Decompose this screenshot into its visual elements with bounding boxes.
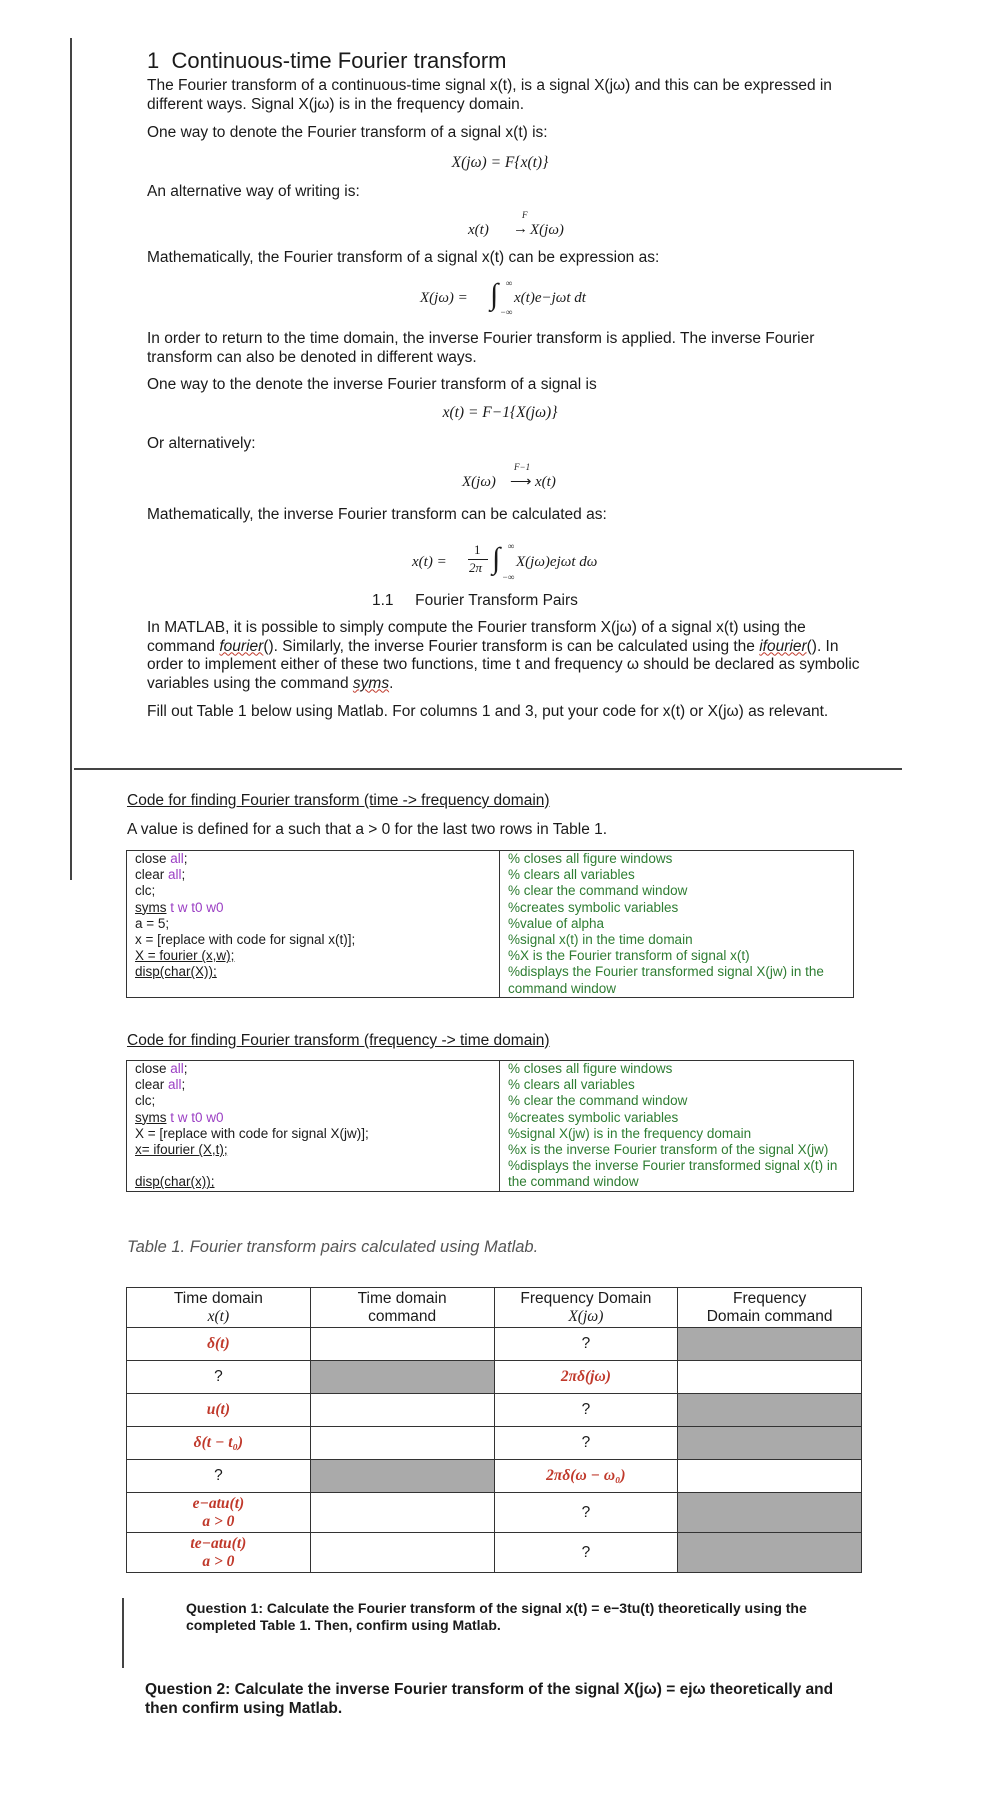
code-text: close [135,851,171,866]
subsection-title: Fourier Transform Pairs [415,592,578,609]
matlab-text-4: . [389,674,394,692]
code-line [135,1126,491,1142]
code1-comment-cell [500,851,854,998]
eq6-left: x(t) = [412,554,447,570]
header-freq-command [678,1288,862,1328]
freq-command-cell [678,1533,862,1573]
freq-signal: 2πδ(jω) [560,1368,611,1385]
table1-row [127,1394,862,1427]
equation-2 [468,210,628,240]
header-time-domain [127,1288,311,1328]
code-comment: % clears all variables [508,1077,635,1093]
header-label: Time domain command [357,1289,447,1325]
eq6-body: X(jω)ejωt dω [516,554,598,570]
header-label: Frequency Domain [520,1289,652,1307]
fourier-command: fourier [219,637,264,655]
code-end: ; [181,1077,186,1093]
section-divider [74,768,902,770]
code-line [135,1174,491,1190]
equation-3 [420,276,640,320]
code-comment: % closes all figure windows [508,851,673,866]
inverse-paragraph: In order to return to the time domain, the inverse Fourier transform is applied. The inverse Fourier transform can also be denoted in different ways. [147,330,815,366]
code-line [135,883,491,899]
freq-signal: ? [581,1503,591,1521]
header-freq-domain [494,1288,678,1328]
freq-command-cell [678,1460,862,1493]
inverse-math-paragraph: Mathematically, the inverse Fourier transform can be calculated as: [147,506,607,523]
code-comment: % clear the command window [508,883,688,899]
eq3-lower: −∞ [500,307,513,317]
freq-signal: ? [581,1434,591,1451]
code-comment: %value of alpha [508,915,605,931]
time-domain-cell [127,1328,311,1361]
code-line [135,1061,491,1077]
code-keyword: all [168,867,182,883]
table1-row [127,1328,862,1361]
matlab-text-2: (). Similarly, the inverse Fourier transform is can be calculated using the [263,637,760,655]
freq-signal: ? [581,1543,591,1561]
freq-domain-cell [494,1361,678,1394]
question-1: Question 1: Calculate the Fourier transform of the signal x(t) = e−3tu(t) theoretically using the completed Table 1. Then, confirm using Matlab. [186,1600,807,1633]
code-text: disp(char(x)); [135,1174,215,1190]
code-line [135,900,491,916]
code-text: syms [135,899,167,915]
section-number: 1 [147,48,160,73]
header-sub: X(jω) [568,1307,604,1325]
table1-row [127,1533,862,1573]
eq5-right: x(t) [535,474,556,490]
or-paragraph: Or alternatively: [147,435,256,452]
time-domain-cell [127,1460,311,1493]
code-line [135,1110,491,1126]
freq-domain-cell [494,1328,678,1361]
code2-title: Code for finding Fourier transform (frequency -> time domain) [127,1032,550,1049]
matlab-text-1: In MATLAB, it is possible to simply compute the Fourier transform X(jω) of a signal x(t) using the command [147,619,806,655]
code-line [135,1142,491,1174]
code1-table [126,850,854,998]
code2-code-cell [127,1061,500,1192]
time-signal: ? [214,1368,223,1385]
freq-domain-cell [494,1427,678,1460]
time-command-cell [310,1427,494,1460]
code-text: x= ifourier (X,t); [135,1142,228,1158]
code-comment: % clears all variables [508,867,635,883]
code-keyword: t w t0 w0 [166,899,224,915]
ifourier-command: ifourier [759,637,807,655]
code-comment: %X is the Fourier transform of signal x(t) [508,948,750,964]
time-domain-cell [127,1427,311,1460]
code-text: x = [replace with code for signal x(t)]; [135,932,356,948]
time-signal: δ(t − t₀) [193,1434,244,1451]
table1-row [127,1361,862,1394]
eq6-denominator: 2π [469,560,483,575]
freq-command-cell [678,1328,862,1361]
eq3-body: x(t)e−jωt dt [514,290,586,306]
eq2-left: x(t) [468,222,489,238]
code-text: X = [replace with code for signal X(jw)]; [135,1125,369,1141]
code-comment: %displays the inverse Fourier transformed signal x(t) in the command window [508,1158,838,1190]
freq-domain-cell [494,1394,678,1427]
eq3-integral: ∫ [490,278,499,311]
freq-command-cell [678,1394,862,1427]
inverse-denote-paragraph: One way to the denote the inverse Fourier transform of a signal is [147,376,597,393]
code-text: close [135,1061,171,1076]
table1-caption: Table 1. Fourier transform pairs calculated using Matlab. [127,1238,539,1256]
time-condition: a > 0 [202,1552,235,1570]
code1-title: Code for finding Fourier transform (time -> frequency domain) [127,792,550,809]
equation-1: X(jω) = F{x(t)} [451,154,549,171]
code2-row [127,1061,854,1192]
freq-signal: ? [581,1401,591,1418]
fill-paragraph: Fill out Table 1 below using Matlab. For columns 1 and 3, put your code for x(t) or X(jω) as relevant. [147,703,829,720]
time-command-cell [310,1328,494,1361]
code-line [135,1093,491,1109]
code-end: ; [183,851,188,866]
code2-table [126,1060,854,1192]
time-condition: a > 0 [202,1512,235,1530]
question-2: Question 2: Calculate the inverse Fourier transform of the signal X(jω) = ejω theoretically and then confirm using Matlab. [145,1681,834,1717]
subsection-number: 1.1 [372,592,394,609]
time-signal: u(t) [206,1401,230,1418]
table1-header-row [127,1288,862,1328]
math-paragraph: Mathematically, the Fourier transform of a signal x(t) can be expression as: [147,249,660,266]
table1-row [127,1427,862,1460]
code-text: a = 5; [135,915,170,931]
eq2-right: X(jω) [530,222,564,238]
time-command-cell [310,1361,494,1394]
code-line [135,851,491,867]
time-signal: δ(t) [207,1335,230,1352]
code-comment: %signal X(jw) is in the frequency domain [508,1125,752,1141]
time-signal: e−atu(t) [192,1494,245,1512]
code-keyword: all [170,851,184,866]
code-text: clc; [135,1093,156,1109]
freq-signal: 2πδ(ω − ω₀) [546,1467,626,1484]
eq5-left: X(jω) [462,474,496,490]
time-command-cell [310,1533,494,1573]
code-line [135,916,491,932]
matlab-text-3: (). In order to implement either of these two functions, time t and frequency ω should be declared as symbolic variables using the command [147,637,860,692]
code-comment: %creates symbolic variables [508,899,679,915]
code-line [135,932,491,948]
code-keyword: all [170,1061,184,1076]
code-comment: %signal x(t) in the time domain [508,932,693,948]
header-time-command [310,1288,494,1328]
time-domain-cell [127,1361,311,1394]
eq5-arrow: ⟶ [510,474,532,490]
equation-5 [462,462,622,492]
alternative-paragraph: An alternative way of writing is: [147,183,360,200]
time-command-cell [310,1493,494,1533]
denote-paragraph: One way to denote the Fourier transform of a signal x(t) is: [147,124,548,141]
code2-comment-cell [500,1061,854,1192]
eq3-left: X(jω) = [420,290,468,306]
code-keyword: t w t0 w0 [166,1109,224,1125]
equation-4: x(t) = F−1{X(jω)} [442,404,558,421]
code-comment: % clear the command window [508,1093,688,1109]
time-domain-cell [127,1533,311,1573]
code1-code-cell [127,851,500,998]
intro-paragraph: The Fourier transform of a continuous-time signal x(t), is a signal X(jω) and this can be expressed in different ways. Signal X(jω) is in the frequency domain. [147,77,832,113]
matlab-paragraph [147,619,877,693]
table1 [126,1287,862,1573]
eq2-arrow: → [513,221,528,237]
freq-command-cell [678,1361,862,1394]
time-signal: te−atu(t) [190,1534,247,1552]
code-keyword: all [168,1077,182,1093]
time-signal: ? [214,1467,223,1484]
time-domain-cell [127,1394,311,1427]
subsection-heading [372,592,578,611]
code-end: ; [181,867,186,883]
code-text: syms [135,1109,167,1125]
header-label: Time domain [173,1289,263,1307]
time-command-cell [310,1394,494,1427]
code-comment: %creates symbolic variables [508,1109,679,1125]
code-text: disp(char(X)); [135,964,217,980]
freq-signal: ? [581,1335,591,1352]
code-text: clear [135,1077,169,1093]
freq-domain-cell [494,1493,678,1533]
time-domain-cell [127,1493,311,1533]
header-label: Frequency Domain command [706,1289,833,1325]
code-comment: %x is the inverse Fourier transform of the signal X(jw) [508,1142,829,1158]
code1-row [127,851,854,998]
code-text: clc; [135,883,156,899]
code1-note: A value is defined for a such that a > 0 for the last two rows in Table 1. [127,821,608,838]
eq6-upper: ∞ [508,541,515,551]
code-comment: % closes all figure windows [508,1061,673,1076]
eq6-numerator: 1 [474,542,481,557]
code-line [135,964,491,980]
time-command-cell [310,1460,494,1493]
left-margin-line-lower [122,1598,124,1668]
section-heading [147,48,507,74]
freq-domain-cell [494,1533,678,1573]
code-line [135,867,491,883]
code-end: ; [183,1061,188,1076]
code-comment: %displays the Fourier transformed signal X(jw) in the command window [508,964,824,996]
syms-command: syms [352,674,390,692]
equation-6 [412,538,652,586]
section-title: Continuous-time Fourier transform [171,48,507,73]
header-sub: x(t) [207,1307,230,1325]
freq-command-cell [678,1493,862,1533]
eq5-arrow-label: F−1 [514,462,531,472]
freq-domain-cell [494,1460,678,1493]
code-text: clear [135,867,169,883]
eq6-lower: −∞ [502,572,515,582]
code-text: X = fourier (x,w); [135,948,235,964]
eq2-arrow-label: F [522,210,528,220]
table1-row [127,1493,862,1533]
code-line [135,1077,491,1093]
eq3-upper: ∞ [506,278,513,288]
table1-row [127,1460,862,1493]
freq-command-cell [678,1427,862,1460]
eq6-integral: ∫ [492,542,501,575]
code-line [135,948,491,964]
